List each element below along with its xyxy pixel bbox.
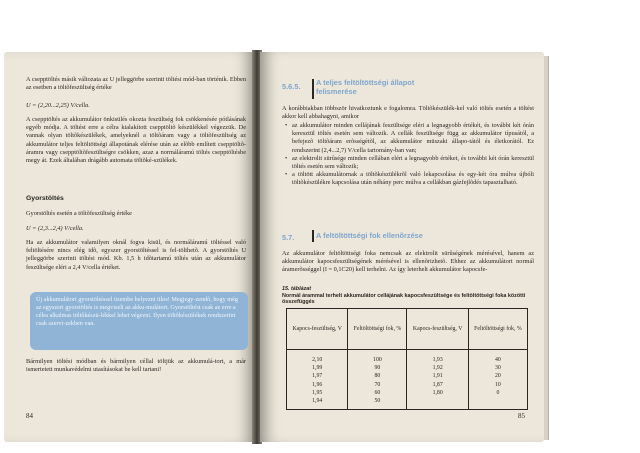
table-row [287, 364, 528, 372]
table-row [287, 389, 528, 397]
section-bar [312, 230, 314, 242]
column-header: Feltöltöttségi fok, % [348, 309, 407, 350]
section-bar [312, 79, 314, 99]
formula: U = (2,3...2,4) V/cella. [26, 225, 84, 232]
table-number: 15. táblázat [282, 286, 312, 292]
table-cell: 2,10 [287, 350, 348, 365]
condition-list [284, 122, 534, 188]
list-item: • a töltött akkumulátornak a töltõkészülékrõl való lekapcsolása és egy-két óra múlva újbóli töltõkészülékre kapcsolása után néhány perc múlva a cellákban gázfejlõdés tapasztalható. [284, 171, 534, 187]
table-cell: 1,97 [287, 372, 348, 380]
section-number: 5.7. [282, 233, 295, 242]
paragraph: A csepptöltés az akkumulátor önkisülés okozta feszültség fok csökkenésée pótlásának egyéb módja. A töltést erre a célra kialakított csepptöltõ készülékkel végezzük. De vannak olyan töltõkészülékek, amelyeknél a töltõáram vagy a töltõfeszültség az akkumulátor teljes feltöltöttségi állapotának elérése után az elõbb említett csepptöltõ-áramra vagy csepptöltõfeszültségre csökken, azaz a normáláramú töltés csepptöltésbe megy át. Ezek általában drágább automata töltõké-szülékek. [26, 116, 246, 165]
table-cell: 1,91 [407, 372, 468, 380]
table-cell: 30 [468, 364, 527, 372]
paragraph: A korábbiakban többször hivatkoztunk e fogalomra. Töltõkészülék-kel való töltés esetén a töltést akkor kell abbahagyni, amikor [282, 105, 534, 121]
table-cell: 1,96 [287, 381, 348, 389]
section-title: A teljes feltöltöttségi állapot felismerése [316, 78, 415, 96]
list-item: • az akkumulátor minden cellájának feszültsége eléri a legnagyobb értékét, és további két órán keresztül töltés esetén sem változik. A cellák feszültsége függ az akkumulátor típusától, a befejezõ töltõáram erõsségétõl, az akkumulátor müszaki állapo-tától és életkorától. Ez rendszerint (2,4...2,7) V/cella tartomány-ban van; [284, 122, 534, 155]
formula: U = (2,20...2,25) V/cella. [26, 102, 90, 109]
table-cell: 50 [348, 397, 407, 410]
page-number: 84 [26, 412, 33, 420]
paragraph: A csepptöltés másik változata az U jelleggörbe szerinti töltési mód-ban történik. Ebben az esetben a töltõfeszültség értéke [26, 76, 246, 92]
table-cell: 100 [348, 350, 407, 365]
page-edges [544, 56, 549, 440]
section-title: A feltöltöttségi fok ellenõrzése [316, 231, 423, 240]
paragraph: Gyorstöltés esetén a töltõfeszültség értéke [26, 210, 132, 217]
table-cell [407, 397, 468, 410]
table-cell: 1,93 [407, 350, 468, 365]
table-row [287, 381, 528, 389]
section-number: 5.6.5. [282, 82, 301, 91]
table-row [287, 350, 528, 365]
table-caption [282, 286, 534, 306]
paragraph: Ha az akkumulátor valamilyen oknál fogva kisül, és normáláramú töltéssel való feltöltésére nincs elég idõ, egyszer gyorstöltéssel is fel-tölthetõ. A gyorstöltés U jelleggörbe szerinti töltési mód. Kb. 1,5 h idõtartamú töltés után az akkumulátor feszültsége eléri a 2,4 V/cella értéket. [26, 239, 246, 271]
table-cell: 1,95 [287, 389, 348, 397]
paragraph: Az akkumulátor feltöltöttségi foka nemcsak az elektrolit sürûségének mérésével, hanem az akkumulátor kapocsfeszültségének mérésével is ellenõrizhetõ. Ehhez az akkumulátort normál áramerõsséggel (I = 0,1C20) kell terhelni. Az így leterhelt akkumulátor kapocsfe- [282, 250, 534, 274]
column-header: Kapocs-feszültség, V [407, 309, 468, 350]
table-cell: 1,94 [287, 397, 348, 410]
list-item: • az elektrolit sürûsége minden cellában eléri a legnagyobb értéket, és további két órán keresztül töltés esetén sem változik; [284, 155, 534, 171]
table-row [287, 397, 528, 410]
table-cell: 1,92 [407, 364, 468, 372]
table-cell: 20 [468, 372, 527, 380]
column-header: Feltöltöttségi fok, % [468, 309, 527, 350]
right-page [260, 52, 544, 442]
voltage-charge-table [286, 308, 528, 410]
left-page [4, 52, 254, 442]
table-cell: 90 [348, 364, 407, 372]
table-cell: 60 [348, 389, 407, 397]
table-cell: 1,99 [287, 364, 348, 372]
page-number: 85 [518, 412, 525, 420]
table-cell: 1,80 [407, 389, 468, 397]
table-cell: 80 [348, 372, 407, 380]
table-title: Normál árammal terhelt akkumulátor cellájának kapocsfeszültsége és feltöltöttségi foka közötti összefüggés [282, 292, 526, 306]
table-cell: 70 [348, 381, 407, 389]
subheading: Gyorstöltés [26, 195, 64, 202]
paragraph: Bármilyen töltési módban és bármilyen céllal töltjük az akkumulá-tort, a már ismertetett munkavédelmi utasításokat be kell tartani! [26, 358, 246, 374]
table-cell: 0 [468, 389, 527, 397]
table-cell: 10 [468, 381, 527, 389]
table-cell [468, 397, 527, 410]
table-cell: 40 [468, 350, 527, 365]
warning-note-box: Új akkumulátort gyorstöltéssel üzembe helyezni tilos! Megjegy-zendõ, hogy még az egyszeri gyorstöltés is megviseli az akku-mulátort. Gyorstöltést csak az erre a célra alkalmas töltõkészü-lékkel lehet végezni. Ilyen töltõkészülékek rendszerint csak szervi-zekben van. [30, 292, 248, 350]
table-cell: 1,87 [407, 381, 468, 389]
table-row [287, 372, 528, 380]
column-header: Kapocs-feszültség, V [287, 309, 348, 350]
